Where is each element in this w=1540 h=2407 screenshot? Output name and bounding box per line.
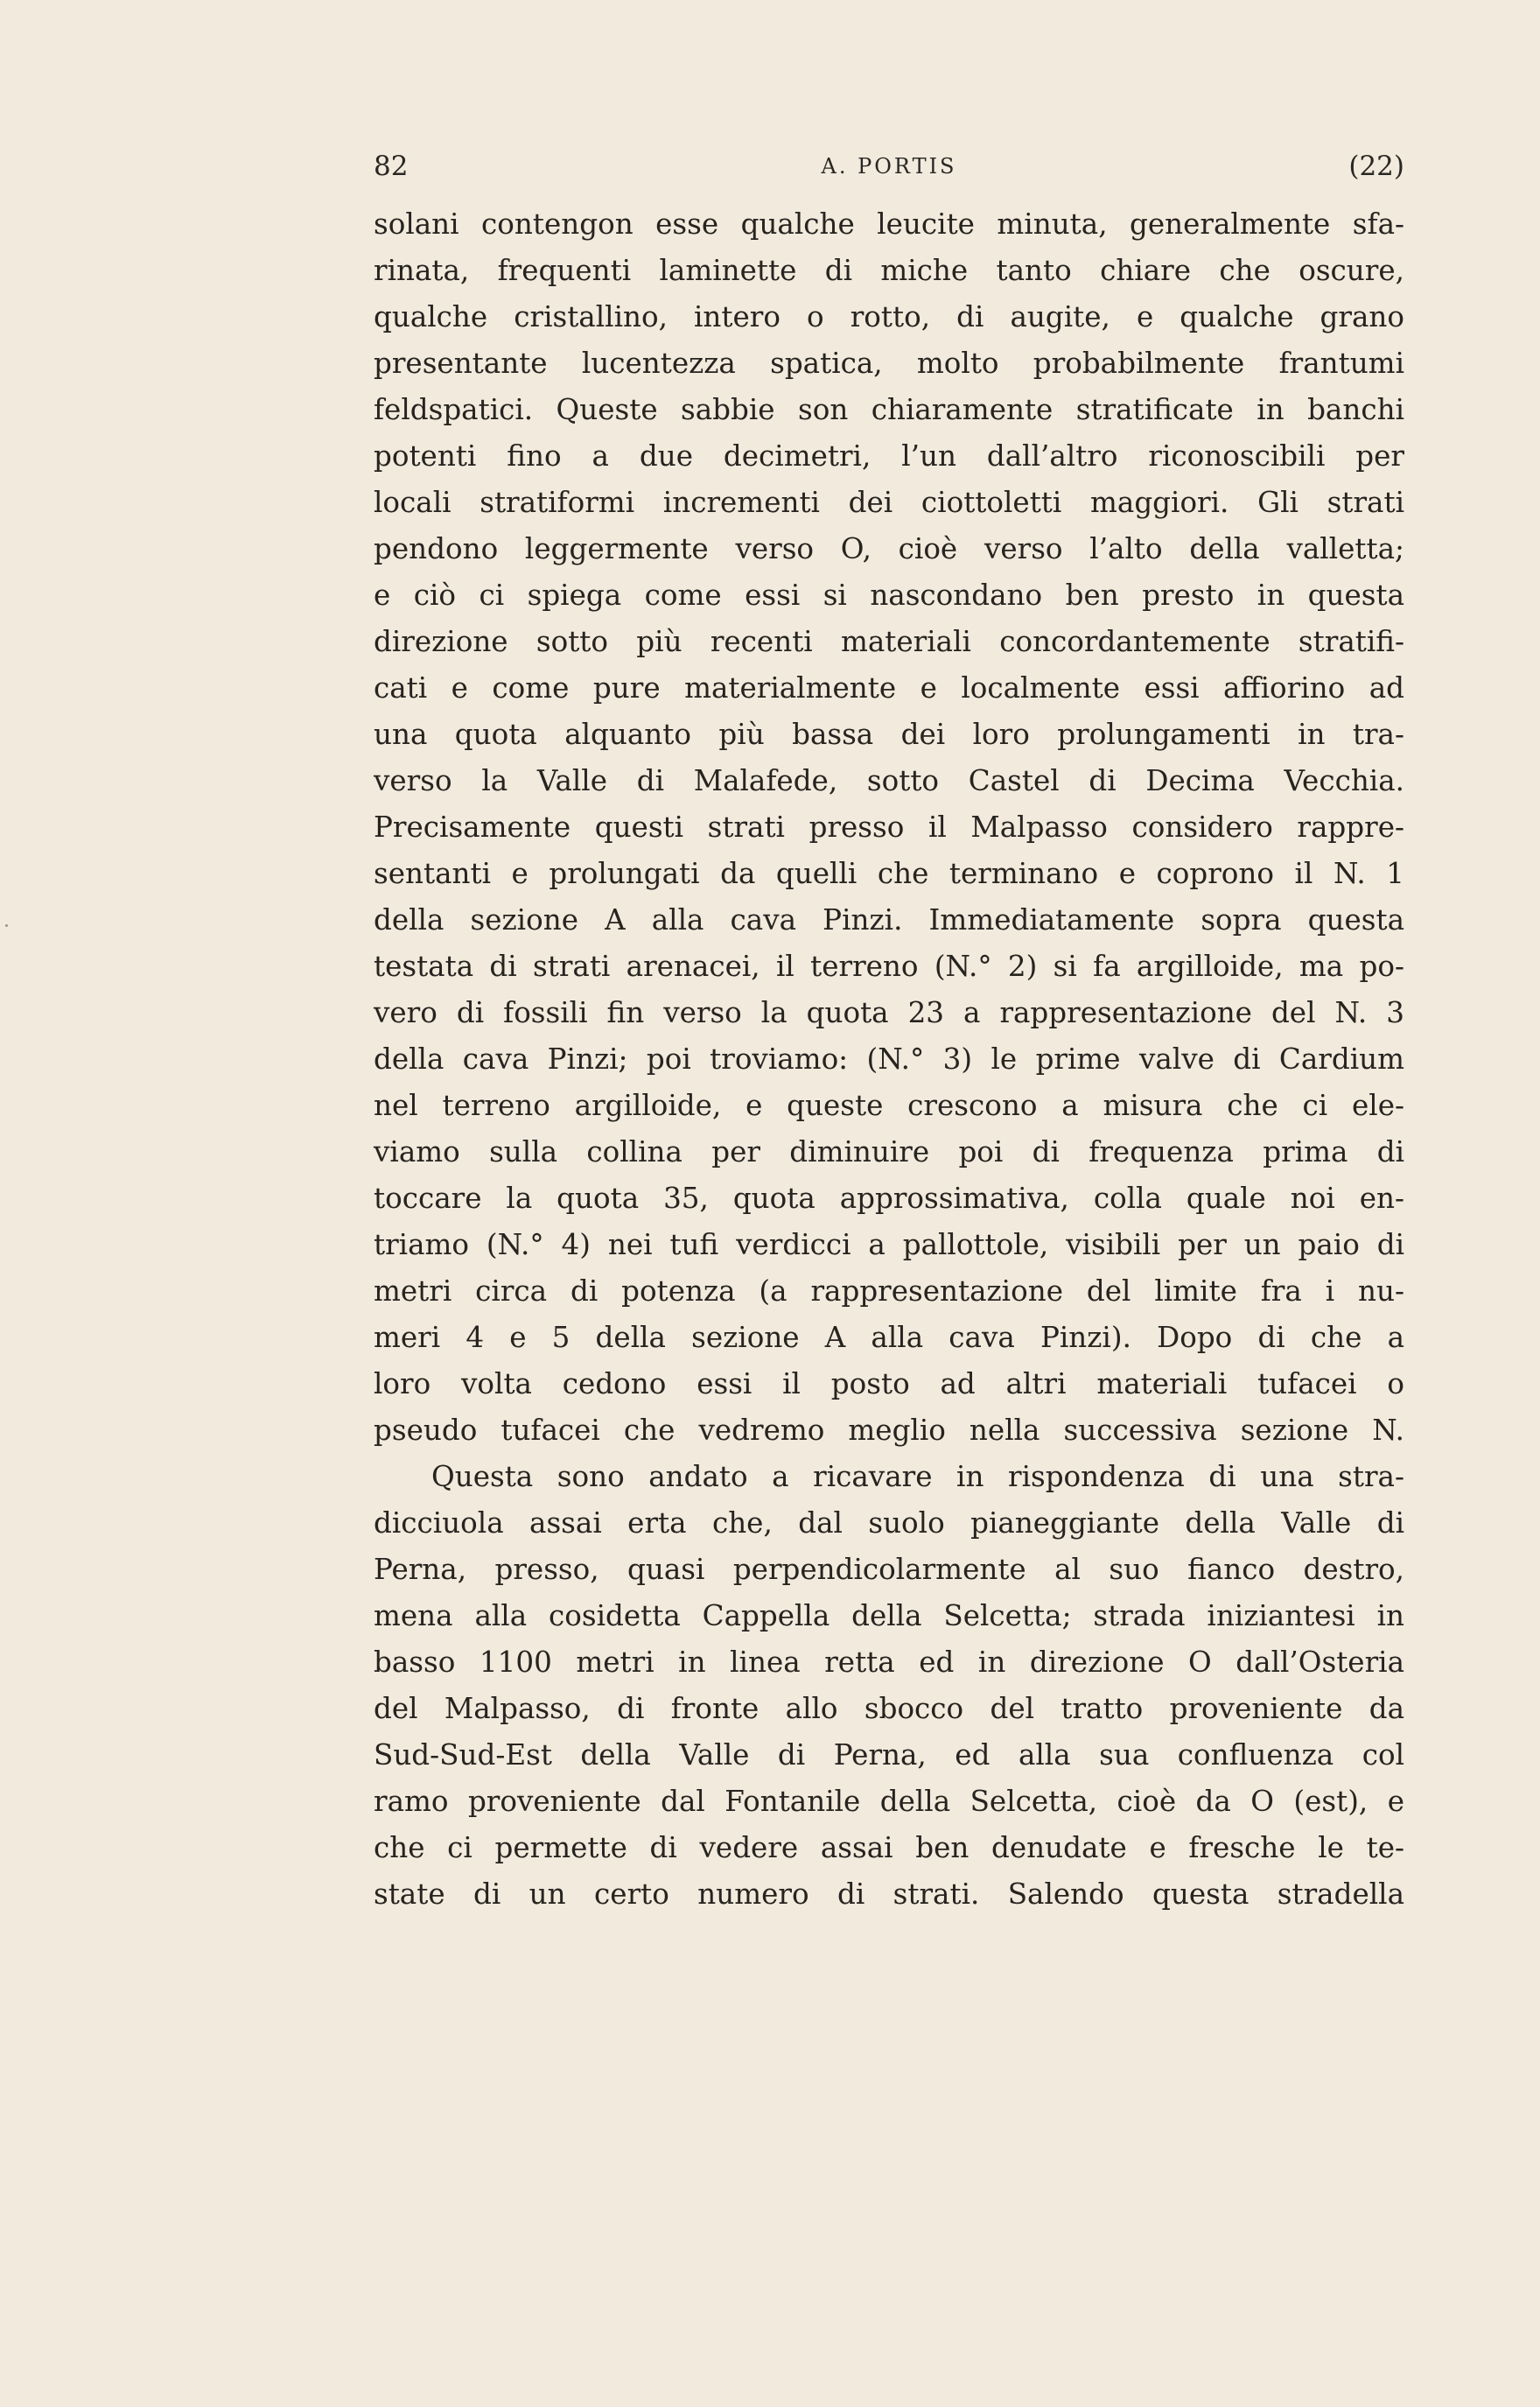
text-line: presentante lucentezza spatica, molto probabilmente frantumi xyxy=(374,347,1404,380)
text-line: rinata, frequenti laminette di miche tanto chiare che oscure, xyxy=(374,254,1404,287)
text-line: cati e come pure materialmente e localmente essi affiorino ad xyxy=(374,671,1404,705)
text-line: della cava Pinzi; poi troviamo: (N.° 3) le prime valve di Cardium xyxy=(374,1042,1404,1076)
running-head: A. PORTIS xyxy=(821,154,957,179)
text-line: nel terreno argilloide, e queste crescono a misura che ci ele- xyxy=(374,1089,1404,1122)
text-line: che ci permette di vedere assai ben denudate e fresche le te- xyxy=(374,1831,1404,1864)
page-number: 82 xyxy=(374,151,409,182)
text-line: state di un certo numero di strati. Salendo questa stradella xyxy=(374,1877,1404,1911)
text-line: basso 1100 metri in linea retta ed in direzione O dall’Osteria xyxy=(374,1646,1404,1679)
text-line: Perna, presso, quasi perpendicolarmente al suo fianco destro, xyxy=(374,1553,1404,1586)
text-line: toccare la quota 35, quota approssimativa, colla quale noi en- xyxy=(374,1182,1404,1215)
margin-mark xyxy=(5,924,8,927)
text-line: ramo proveniente dal Fontanile della Selcetta, cioè da O (est), e xyxy=(374,1785,1404,1818)
text-line: testata di strati arenacei, il terreno (N.° 2) si fa argilloide, ma po- xyxy=(374,950,1404,983)
text-line: potenti fino a due decimetri, l’un dall’altro riconoscibili per xyxy=(374,439,1404,473)
text-line: locali stratiformi incrementi dei ciottoletti maggiori. Gli strati xyxy=(374,486,1404,519)
text-line: una quota alquanto più bassa dei loro prolungamenti in tra- xyxy=(374,718,1404,751)
text-line: pendono leggermente verso O, cioè verso l’alto della valletta; xyxy=(374,532,1404,565)
text-line: feldspatici. Queste sabbie son chiaramente stratificate in banchi xyxy=(374,393,1404,426)
text-line: vero di fossili fin verso la quota 23 a rappresentazione del N. 3 xyxy=(374,996,1404,1029)
section-number: (22) xyxy=(1348,151,1404,182)
page-header xyxy=(374,151,1404,194)
text-line: della sezione A alla cava Pinzi. Immediatamente sopra questa xyxy=(374,903,1404,937)
text-line: metri circa di potenza (a rappresentazione del limite fra i nu- xyxy=(374,1274,1404,1308)
text-line: Precisamente questi strati presso il Malpasso considero rappre- xyxy=(374,811,1404,844)
text-line: qualche cristallino, intero o rotto, di augite, e qualche grano xyxy=(374,300,1404,333)
text-line: e ciò ci spiega come essi si nascondano ben presto in questa xyxy=(374,579,1404,612)
text-line: solani contengon esse qualche leucite minuta, generalmente sfa- xyxy=(374,207,1404,241)
text-line: meri 4 e 5 della sezione A alla cava Pinzi). Dopo di che a xyxy=(374,1321,1404,1354)
text-line: direzione sotto più recenti materiali concordantemente stratifi- xyxy=(374,625,1404,658)
text-line: viamo sulla collina per diminuire poi di frequenza prima di xyxy=(374,1135,1404,1168)
text-line: sentanti e prolungati da quelli che terminano e coprono il N. 1 xyxy=(374,857,1404,890)
text-line: verso la Valle di Malafede, sotto Castel di Decima Vecchia. xyxy=(374,764,1404,797)
text-line: Questa sono andato a ricavare in rispondenza di una stra- xyxy=(431,1460,1404,1493)
text-line: mena alla cosidetta Cappella della Selcetta; strada iniziantesi in xyxy=(374,1599,1404,1632)
text-line: dicciuola assai erta che, dal suolo pianeggiante della Valle di xyxy=(374,1506,1404,1540)
text-line: pseudo tufacei che vedremo meglio nella successiva sezione N. xyxy=(374,1414,1404,1447)
text-line: del Malpasso, di fronte allo sbocco del tratto proveniente da xyxy=(374,1692,1404,1725)
text-line: loro volta cedono essi il posto ad altri materiali tufacei o xyxy=(374,1367,1404,1400)
text-line: triamo (N.° 4) nei tufi verdicci a pallottole, visibili per un paio di xyxy=(374,1228,1404,1261)
body-text xyxy=(374,201,1404,1918)
text-line: Sud-Sud-Est della Valle di Perna, ed alla sua confluenza col xyxy=(374,1738,1404,1772)
